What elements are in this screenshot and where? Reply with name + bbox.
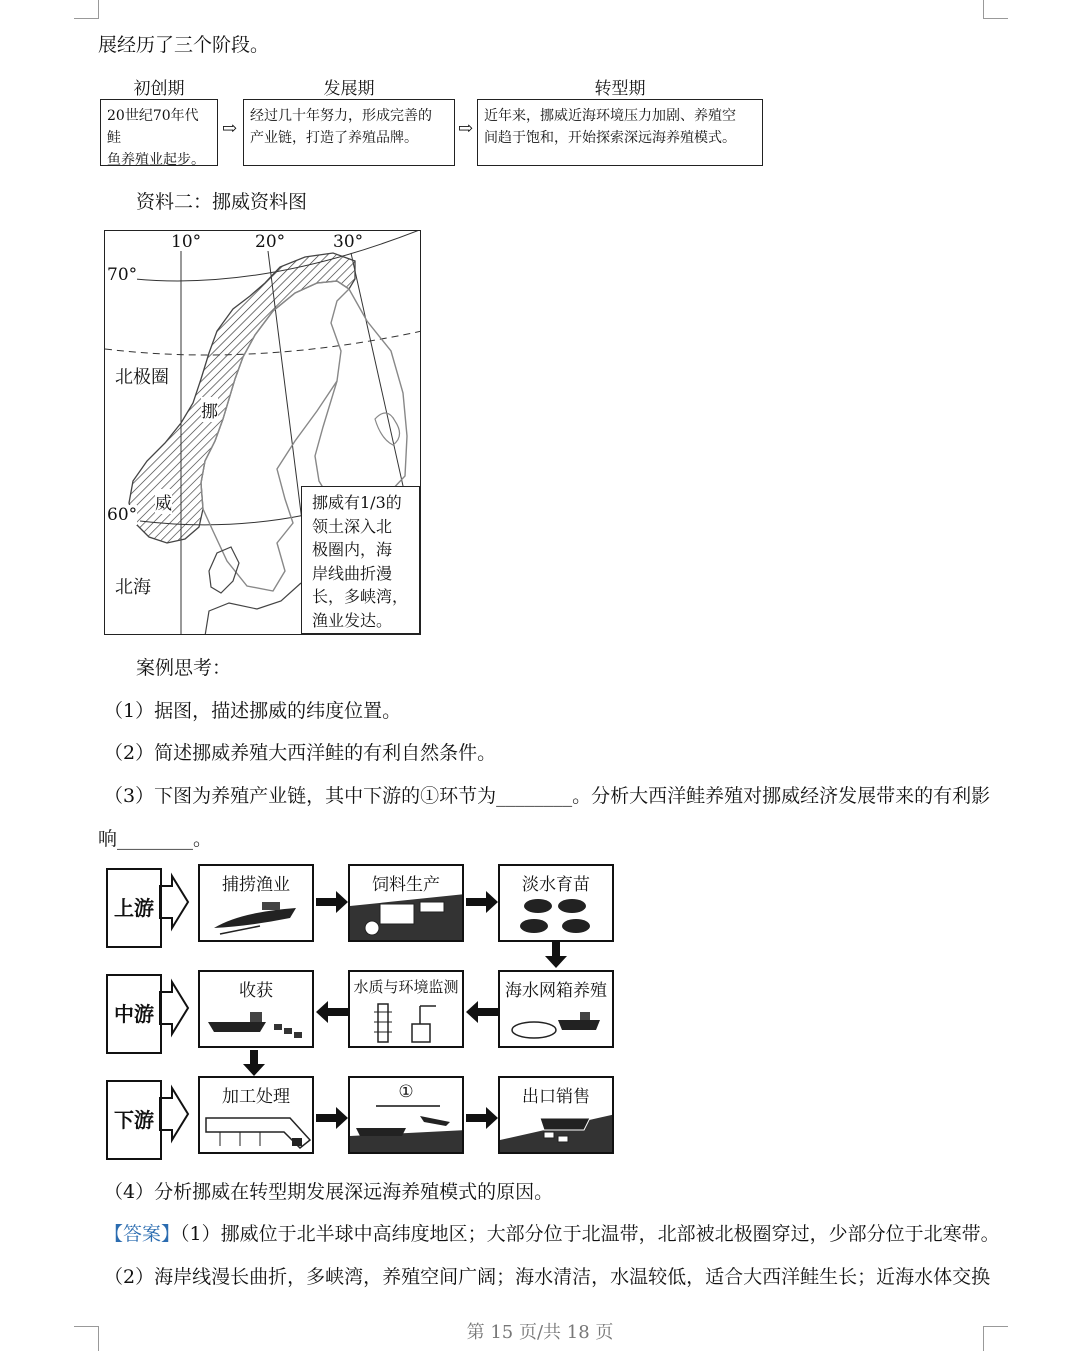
chain-box-blank-1	[348, 1076, 464, 1154]
transport-ship-plane-icon	[350, 1078, 464, 1154]
stage-text-line: 经过几十年努力，形成完善的	[250, 108, 432, 124]
page-number: 第 15 页/共 18 页	[466, 1322, 614, 1343]
chain-box-title: 饲料生产	[372, 875, 440, 895]
arrow-down-icon	[545, 942, 567, 968]
chain-box-feed	[348, 864, 464, 942]
chain-box-fishing	[198, 864, 314, 942]
chain-side-midstream: 中游	[106, 974, 162, 1054]
finland-border	[315, 289, 407, 507]
stage-text-line: 近年来，挪威近海环境压力加剧、养殖空	[484, 108, 736, 124]
arctic-circle-line	[105, 331, 421, 355]
industry-chain-diagram	[104, 860, 616, 1156]
lon-label-10: 10°	[171, 232, 202, 252]
lab-instruments-icon	[350, 972, 464, 1048]
country-char-1: 挪	[201, 397, 218, 422]
question-3-line2: 响________。	[98, 828, 213, 850]
processing-plant-icon	[200, 1078, 314, 1154]
upstream-hollow-arrow-icon	[160, 876, 188, 928]
chain-side-upstream: 上游	[106, 868, 162, 948]
stage-text-line: 鱼养殖业起步。	[107, 152, 205, 168]
material2-title: 资料二：挪威资料图	[136, 191, 308, 213]
stage-label-2: 发展期	[323, 79, 375, 99]
corner-mark-top-left	[74, 0, 99, 19]
harvest-ship-icon	[200, 972, 314, 1048]
lat-label-70: 70°	[107, 265, 138, 285]
chain-box-title: ①	[398, 1082, 414, 1102]
question-2: （2）简述挪威养殖大西洋鲑的有利自然条件。	[104, 742, 497, 764]
chain-box-freshwater-nursery	[498, 864, 614, 942]
stage-box-1	[100, 99, 218, 166]
arrow-down-icon	[243, 1050, 265, 1076]
map-note-line: 长，多峡湾，	[312, 587, 409, 606]
lon-label-30: 30°	[333, 232, 364, 252]
chain-box-sea-cage-farming	[498, 970, 614, 1048]
answer-tag: 【答案】	[104, 1223, 181, 1245]
sea-cage-icon	[500, 972, 614, 1048]
stage-label-1: 初创期	[133, 79, 185, 99]
map-note-line: 极圈内，海	[312, 540, 393, 559]
arrow-right-icon	[316, 891, 348, 913]
chain-box-title: 海水网箱养殖	[505, 981, 607, 1001]
chain-box-title: 淡水育苗	[522, 875, 590, 895]
chain-box-harvest	[198, 970, 314, 1048]
map-note-line: 挪威有1/3的	[312, 493, 402, 512]
stage-text-line: 产业链，打造了养殖品牌。	[250, 130, 418, 146]
chain-box-title: 出口销售	[522, 1087, 590, 1107]
country-char-2: 威	[155, 489, 172, 514]
sea-label: 北海	[115, 577, 151, 598]
arrow-left-icon	[316, 1001, 348, 1023]
question-3-line1: （3）下图为养殖产业链，其中下游的①环节为________。分析大西洋鲑养殖对挪威经济发展带来的有利影	[104, 785, 991, 807]
chain-box-title: 捕捞渔业	[222, 875, 290, 895]
arrow-right-icon	[466, 1107, 498, 1129]
map-note-box	[301, 486, 420, 634]
chain-box-export-sales	[498, 1076, 614, 1154]
answer-line-1	[104, 1221, 1000, 1247]
chain-box-title: 水质与环境监测	[353, 978, 459, 996]
chain-box-title: 收获	[239, 981, 273, 1001]
question-4: （4）分析挪威在转型期发展深远海养殖模式的原因。	[104, 1181, 554, 1203]
white-sea-coast	[375, 413, 400, 445]
stage-text-line: 20世纪70年代鲑	[107, 108, 199, 146]
baltic-coast	[205, 583, 301, 635]
map-note-line: 渔业发达。	[312, 610, 393, 630]
arrow-right-icon	[466, 891, 498, 913]
stage-text-line: 间趋于饱和，开始探索深远海养殖模式。	[484, 130, 736, 146]
stage-box-2	[243, 99, 455, 166]
chain-side-downstream: 下游	[106, 1080, 162, 1160]
nursery-tanks-icon	[500, 866, 614, 942]
arrow-left-icon	[466, 1001, 498, 1023]
arctic-circle-label: 北极圈	[115, 363, 169, 389]
midstream-hollow-arrow-icon	[160, 982, 188, 1034]
answer-2: （2）海岸线漫长曲折，多峡湾，养殖空间广阔；海水清洁，水温较低，适合大西洋鲑生长；近海水体交换	[104, 1266, 991, 1288]
hollow-arrow-icon: ⇨	[458, 118, 474, 139]
chain-box-processing	[198, 1076, 314, 1154]
lat-label-60: 60°	[107, 505, 138, 525]
arrow-right-icon	[316, 1107, 348, 1129]
chain-box-water-monitoring	[348, 970, 464, 1048]
case-title: 案例思考：	[136, 657, 232, 679]
downstream-hollow-arrow-icon	[160, 1088, 188, 1140]
corner-mark-top-right	[983, 0, 1008, 19]
hollow-arrow-icon: ⇨	[222, 118, 238, 139]
lon-label-20: 20°	[255, 232, 286, 252]
map-note-line: 岸线曲折漫	[312, 563, 393, 583]
fishing-boat-icon	[200, 866, 314, 942]
map-note-line: 领土深入北	[312, 516, 393, 536]
question-1: （1）据图，描述挪威的纬度位置。	[104, 700, 402, 722]
norway-map	[104, 230, 421, 635]
answer-1: （1）挪威位于北半球中高纬度地区；大部分位于北温带，北部被北极圈穿过，少部分位于北寒带。	[180, 1223, 1000, 1245]
chain-box-title: 加工处理	[222, 1087, 290, 1107]
stage-box-3	[477, 99, 763, 166]
intro-line: 展经历了三个阶段。	[98, 34, 270, 56]
stage-label-3: 转型期	[594, 79, 646, 99]
